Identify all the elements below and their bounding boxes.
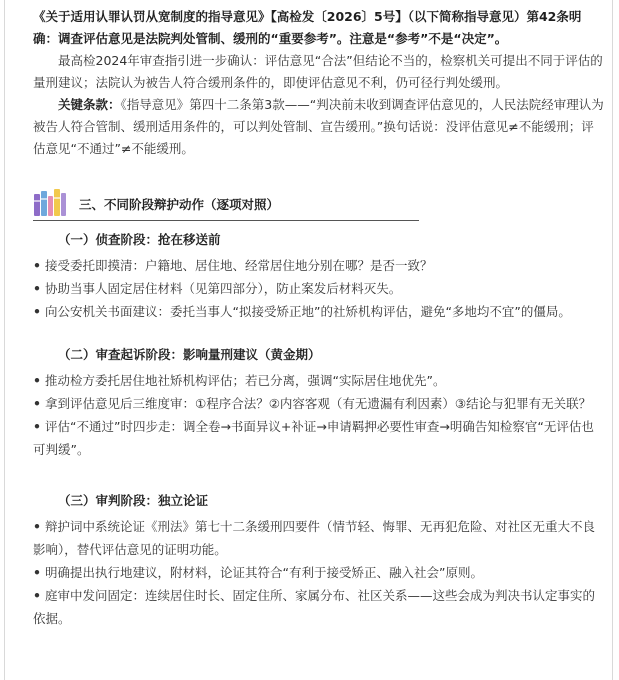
section-header <box>33 186 419 221</box>
article-content <box>33 6 605 630</box>
bullet-icon: • <box>33 565 41 580</box>
list-item: • 推动检方委托居住地社矫机构评估；若已分离，强调“实际居住地优先”。 <box>33 373 446 388</box>
list-item: • 辩护词中系统论证《刑法》第七十二条缓刑四要件（情节轻、悔罪、无再犯危险、对社区无重大不良影响），替代评估意见的证明功能。 <box>33 519 596 557</box>
books-icon <box>33 188 67 216</box>
stage-title: （三）审判阶段：独立论证 <box>58 493 209 508</box>
bullet-icon: • <box>33 373 41 388</box>
article-frame <box>4 0 613 680</box>
bullet-icon: • <box>33 281 41 296</box>
intro-paragraph-3 <box>33 94 605 160</box>
bullet-icon: • <box>33 396 41 411</box>
list-item: • 接受委托即摸清：户籍地、居住地、经常居住地分别在哪？是否一致？ <box>33 258 433 273</box>
list-item: • 明确提出执行地建议，附材料，论证其符合“有利于接受矫正、融入社会”原则。 <box>33 565 483 580</box>
bullet-icon: • <box>33 258 41 273</box>
stage-title: （一）侦查阶段：抢在移送前 <box>58 232 221 247</box>
intro-paragraph-1: 《关于适用认罪认罚从宽制度的指导意见》【高检发〔2026〕5号】（以下简称指导意见）第42条明确：调查评估意见是法院判处管制、缓刑的“重要参考”。注意是“参考”不是“决定”。 <box>33 9 582 46</box>
list-item: • 评估“不通过”时四步走：调全卷→书面异议+补证→申请羁押必要性审查→明确告知检察官“无评估也可判缓”。 <box>33 419 594 457</box>
bullet-icon: • <box>33 419 41 434</box>
stage-investigation <box>33 229 605 323</box>
list-item: • 拿到评估意见后三维度审：①程序合法？②内容客观（有无遗漏有利因素）③结论与犯罪有无关联？ <box>33 396 592 411</box>
stage-trial <box>33 490 605 630</box>
stage-title: （二）审查起诉阶段：影响量刑建议（黄金期） <box>58 347 321 362</box>
bullet-icon: • <box>33 304 41 319</box>
key-clause-label: 关键条款： <box>58 97 121 112</box>
list-item: • 向公安机关书面建议：委托当事人“拟接受矫正地”的社矫机构评估，避免“多地均不宜”的僵局。 <box>33 304 571 319</box>
bullet-icon: • <box>33 588 41 603</box>
list-item: • 庭审中发问固定：连续居住时长、固定住所、家属分布、社区关系——这些会成为判决书认定事实的依据。 <box>33 588 596 626</box>
key-clause-text: 《指导意见》第四十二条第3款——“判决前未收到调查评估意见的，人民法院经审理认为被告人符合管制、缓刑适用条件的，可以判处管制、宣告缓刑。”换句话说：没评估意见≠不能缓刑；评估意见“不通过”≠不能缓刑。 <box>33 97 604 156</box>
bullet-icon: • <box>33 519 41 534</box>
list-item: • 协助当事人固定居住材料（见第四部分），防止案发后材料灭失。 <box>33 281 402 296</box>
intro-paragraph-2: 最高检2024年审查指引进一步确认：评估意见“合法”但结论不当的，检察机关可提出不同于评估的量刑建议；法院认为被告人符合缓刑条件的，即使评估意见不利，仍可径行判处缓刑。 <box>33 53 603 90</box>
stage-review-prosecution <box>33 344 605 461</box>
section-title: 三、不同阶段辩护动作（逐项对照） <box>79 197 280 212</box>
